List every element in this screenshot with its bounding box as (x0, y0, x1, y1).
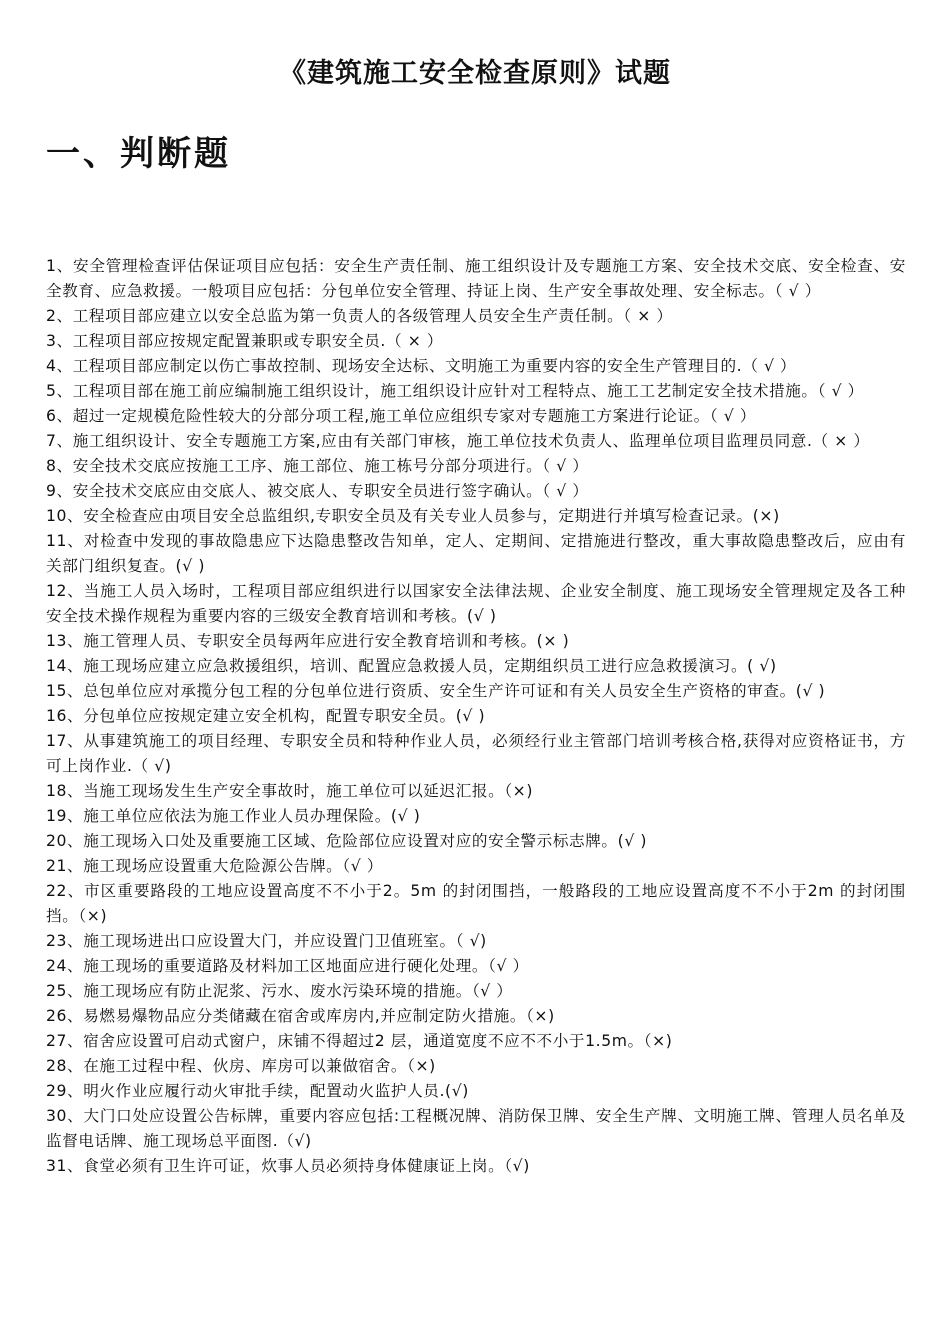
question-item: 29、明火作业应履行动火审批手续，配置动火监护人员.(√) (46, 1082, 469, 1100)
question-item: 4、工程项目部应制定以伤亡事故控制、现场安全达标、文明施工为重要内容的安全生产管理目的.（ √ ） (46, 357, 797, 375)
question-item: 17、从事建筑施工的项目经理、专职安全员和特种作业人员，必须经行业主管部门培训考核合格,获得对应资格证书，方可上岗作业.（ √) (46, 732, 906, 775)
question-item: 3、工程项目部应按规定配置兼职或专职安全员.（ × ） (46, 332, 444, 350)
question-item: 5、工程项目部在施工前应编制施工组织设计，施工组织设计应针对工程特点、施工工艺制定安全技术措施。（ √ ） (46, 382, 864, 400)
question-item: 16、分包单位应按规定建立安全机构，配置专职安全员。(√ ) (46, 707, 486, 725)
question-list (46, 254, 906, 1179)
question-item: 15、总包单位应对承揽分包工程的分包单位进行资质、安全生产许可证和有关人员安全生产资格的审查。(√ ) (46, 682, 826, 700)
question-item: 6、超过一定规模危险性较大的分部分项工程,施工单位应组织专家对专题施工方案进行论证。（ √ ） (46, 407, 757, 425)
question-item: 7、施工组织设计、安全专题施工方案,应由有关部门审核，施工单位技术负责人、监理单位项目监理员同意.（ × ） (46, 432, 870, 450)
question-item: 20、施工现场入口处及重要施工区域、危险部位应设置对应的安全警示标志牌。(√ ) (46, 832, 648, 850)
question-item: 23、施工现场进出口应设置大门，并应设置门卫值班室。（ √) (46, 932, 487, 950)
question-item: 26、易燃易爆物品应分类储藏在宿舍或库房内,并应制定防火措施。（×) (46, 1007, 555, 1025)
question-item: 14、施工现场应建立应急救援组织，培训、配置应急救援人员，定期组织员工进行应急救援演习。( √) (46, 657, 777, 675)
question-item: 21、施工现场应设置重大危险源公告牌。（√ ） (46, 857, 384, 875)
page-title: 《建筑施工安全检查原则》试题 (279, 58, 671, 89)
question-item: 25、施工现场应有防止泥浆、污水、废水污染环境的措施。（√ ） (46, 982, 513, 1000)
question-item: 30、大门口处应设置公告标牌，重要内容应包括:工程概况牌、消防保卫牌、安全生产牌、文明施工牌、管理人员名单及监督电话牌、施工现场总平面图.（√) (46, 1107, 906, 1150)
question-item: 28、在施工过程中程、伙房、库房可以兼做宿舍。（×) (46, 1057, 436, 1075)
question-item: 12、当施工人员入场时，工程项目部应组织进行以国家安全法律法规、企业安全制度、施工现场安全管理规定及各工种安全技术操作规程为重要内容的三级安全教育培训和考核。(√ ) (46, 582, 906, 625)
question-item: 27、宿舍应设置可启动式窗户，床铺不得超过2 层，通道宽度不应不不小于1.5m。（×) (46, 1032, 673, 1050)
question-item: 24、施工现场的重要道路及材料加工区地面应进行硬化处理。（√ ） (46, 957, 529, 975)
section-heading: 一、判断题 (46, 134, 231, 174)
question-item: 22、市区重要路段的工地应设置高度不不小于2。5m 的封闭围挡，一般路段的工地应设置高度不不小于2m 的封闭围挡。（×) (46, 882, 906, 925)
question-item: 8、安全技术交底应按施工工序、施工部位、施工栋号分部分项进行。（ √ ） (46, 457, 589, 475)
question-item: 19、施工单位应依法为施工作业人员办理保险。(√ ) (46, 807, 421, 825)
question-item: 13、施工管理人员、专职安全员每两年应进行安全教育培训和考核。(× ) (46, 632, 570, 650)
question-item: 2、工程项目部应建立以安全总监为第一负责人的各级管理人员安全生产责任制。（ × ） (46, 307, 673, 325)
question-item: 1、安全管理检查评估保证项目应包括：安全生产责任制、施工组织设计及专题施工方案、安全技术交底、安全检查、安全教育、应急救援。一般项目应包括：分包单位安全管理、持证上岗、生产安全事故处理、安全标志。（ √ ） (46, 257, 906, 300)
question-item: 11、对检查中发现的事故隐患应下达隐患整改告知单，定人、定期间、定措施进行整改，重大事故隐患整改后，应由有关部门组织复查。(√ ) (46, 532, 906, 575)
question-item: 10、安全检查应由项目安全总监组织,专职安全员及有关专业人员参与，定期进行并填写检查记录。(×) (46, 507, 780, 525)
question-item: 18、当施工现场发生生产安全事故时，施工单位可以延迟汇报。（×) (46, 782, 534, 800)
question-item: 31、食堂必须有卫生许可证，炊事人员必须持身体健康证上岗。（√) (46, 1157, 530, 1175)
question-item: 9、安全技术交底应由交底人、被交底人、专职安全员进行签字确认。（ √ ） (46, 482, 589, 500)
